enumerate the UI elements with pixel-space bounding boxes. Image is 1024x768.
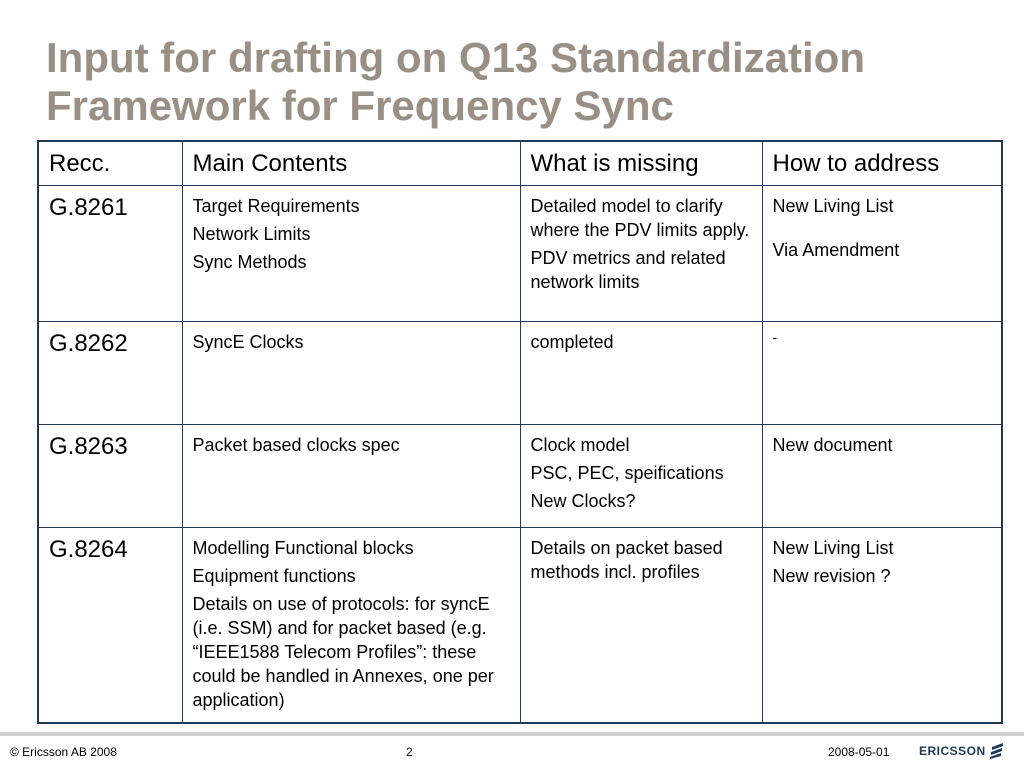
missing-item: PSC, PEC, speifications bbox=[530, 462, 724, 483]
contents-item: Target Requirements bbox=[192, 195, 360, 216]
address-cell bbox=[762, 185, 1002, 321]
contents-item: Packet based clocks spec bbox=[192, 434, 400, 455]
address-item: New document bbox=[772, 434, 893, 455]
missing-cell bbox=[520, 185, 762, 321]
missing-item: completed bbox=[530, 331, 614, 352]
recc-cell: G.8262 bbox=[38, 321, 182, 424]
table-row-g8263 bbox=[38, 424, 1002, 527]
contents-cell bbox=[182, 527, 520, 723]
table-row-g8261 bbox=[38, 185, 1002, 321]
contents-cell bbox=[182, 321, 520, 424]
footer-page-number: 2 bbox=[406, 745, 413, 759]
missing-cell bbox=[520, 424, 762, 527]
ericsson-logo bbox=[919, 742, 1004, 760]
missing-item: New Clocks? bbox=[530, 490, 636, 511]
title-line-1: Input for drafting on Q13 Standardization bbox=[46, 34, 865, 81]
title-line-2: Framework for Frequency Sync bbox=[46, 82, 674, 129]
recc-cell: G.8264 bbox=[38, 527, 182, 723]
missing-cell bbox=[520, 321, 762, 424]
contents-item: Sync Methods bbox=[192, 251, 307, 272]
address-cell bbox=[762, 424, 1002, 527]
table-header-row bbox=[38, 141, 1002, 185]
table-row-g8262 bbox=[38, 321, 1002, 424]
header-main-contents: Main Contents bbox=[182, 141, 520, 185]
footer-date: 2008-05-01 bbox=[828, 745, 890, 759]
missing-item: Details on packet based methods incl. profiles bbox=[530, 537, 723, 582]
contents-cell bbox=[182, 424, 520, 527]
address-item: Via Amendment bbox=[772, 239, 900, 260]
slide-title bbox=[46, 34, 1006, 130]
recc-cell: G.8263 bbox=[38, 424, 182, 527]
header-what-is-missing: What is missing bbox=[520, 141, 762, 185]
contents-cell bbox=[182, 185, 520, 321]
contents-item: Modelling Functional blocks bbox=[192, 537, 414, 558]
missing-item: PDV metrics and related network limits bbox=[530, 247, 726, 292]
header-recc: Recc. bbox=[38, 141, 182, 185]
address-item: New revision ? bbox=[772, 565, 891, 586]
footer-copyright: © Ericsson AB 2008 bbox=[10, 745, 117, 759]
contents-item: Details on use of protocols: for syncE (i.e. SSM) and for packet based (e.g. “IEEE1588 Telecom Profiles”: these could be handled in Annexes, one per application) bbox=[192, 593, 494, 710]
recommendations-table bbox=[37, 140, 1003, 724]
footer-divider bbox=[0, 732, 1024, 736]
header-how-to-address: How to address bbox=[762, 141, 1002, 185]
contents-item: SyncE Clocks bbox=[192, 331, 304, 352]
address-item: New Living List bbox=[772, 537, 894, 558]
missing-item: Detailed model to clarify where the PDV limits apply. bbox=[530, 195, 750, 240]
contents-item: Network Limits bbox=[192, 223, 311, 244]
address-cell bbox=[762, 321, 1002, 424]
missing-cell bbox=[520, 527, 762, 723]
ericsson-stripes-icon bbox=[990, 743, 1004, 759]
missing-item: Clock model bbox=[530, 434, 630, 455]
recc-cell: G.8261 bbox=[38, 185, 182, 321]
address-item: - bbox=[772, 328, 778, 345]
address-cell bbox=[762, 527, 1002, 723]
table-row-g8264 bbox=[38, 527, 1002, 723]
address-item: New Living List bbox=[772, 195, 894, 216]
contents-item: Equipment functions bbox=[192, 565, 356, 586]
logo-wordmark: ERICSSON bbox=[919, 744, 986, 758]
